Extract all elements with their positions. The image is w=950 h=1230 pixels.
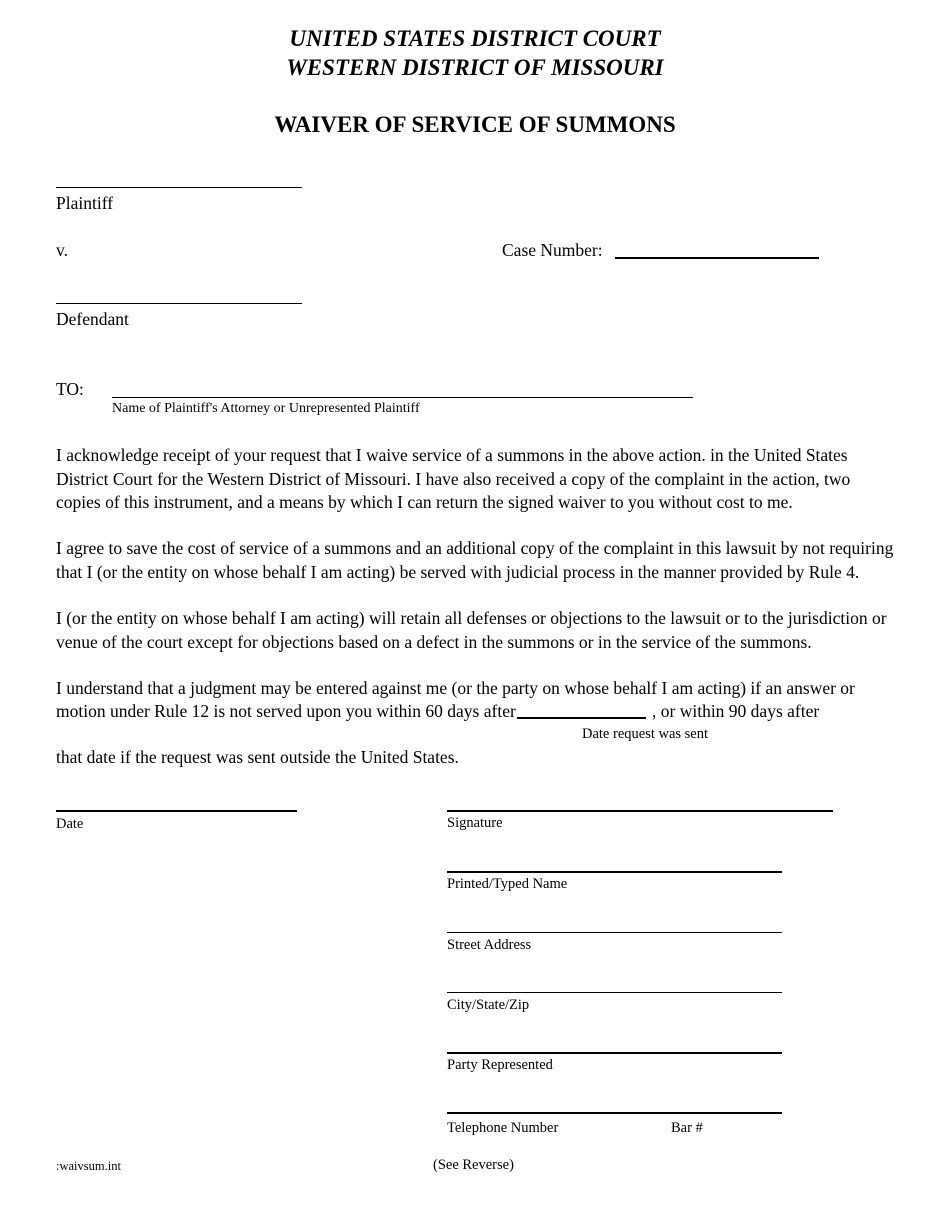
date-field[interactable] [56,810,297,812]
bar-number-label: Bar # [671,1120,703,1136]
printed-name-label: Printed/Typed Name [447,876,568,892]
document-title: WAIVER OF SERVICE OF SUMMONS [274,112,676,137]
date-label: Date [56,816,84,832]
paragraph-judgment-line1: I understand that a judgment may be entered against me (or the party on whose behalf I am acting) if an answer or [56,678,855,698]
telephone-label: Telephone Number [447,1120,559,1136]
party-represented-label: Party Represented [447,1057,553,1073]
city-state-zip-field[interactable] [447,992,782,993]
attorney-name-field[interactable] [112,397,693,398]
signature-field[interactable] [447,810,833,812]
case-number-label: Case Number: [502,240,603,260]
paragraph-judgment-line2a: motion under Rule 12 is not served upon you within 60 days after [56,701,516,721]
city-state-zip-label: City/State/Zip [447,997,530,1013]
footer-filename: :waivsum.int [56,1159,121,1173]
paragraph-agree [56,537,896,584]
date-request-sent-field[interactable] [517,717,646,719]
paragraph-acknowledge-text: I acknowledge receipt of your request that I waive service of a summons in the above action. in the United States District Court for the Western District of Missouri. I have also received a copy of the complaint in the action, two copies of this instrument, and a means by which I can return the signed waiver to you without cost to me. [56,445,851,512]
plaintiff-label: Plaintiff [56,193,114,213]
printed-name-field[interactable] [447,871,782,873]
date-request-sent-label: Date request was sent [582,726,709,742]
see-reverse-note: (See Reverse) [433,1157,514,1173]
case-number-field[interactable] [615,257,819,259]
paragraph-judgment-line3: that date if the request was sent outside the United States. [56,747,459,767]
defendant-field[interactable] [56,303,302,304]
paragraph-acknowledge [56,444,896,515]
paragraph-retain-text: I (or the entity on whose behalf I am acting) will retain all defenses or objections to the lawsuit or to the jurisdiction or venue of the court except for objections based on a defect in the summons or in the service of the summons. [56,608,887,652]
street-address-field[interactable] [447,932,782,933]
plaintiff-field[interactable] [56,187,302,188]
paragraph-retain [56,607,896,654]
versus-text: v. [56,240,68,260]
telephone-field[interactable] [447,1112,782,1114]
party-represented-field[interactable] [447,1052,782,1054]
court-name-line1: UNITED STATES DISTRICT COURT [289,26,661,51]
paragraph-judgment-line2b: , or within 90 days after [652,701,820,721]
defendant-label: Defendant [56,309,129,329]
court-name-line2: WESTERN DISTRICT OF MISSOURI [286,55,664,80]
signature-label: Signature [447,815,503,831]
to-label: TO: [56,379,84,399]
attorney-name-sublabel: Name of Plaintiff's Attorney or Unrepresented Plaintiff [112,401,420,416]
street-address-label: Street Address [447,937,532,953]
paragraph-agree-text: I agree to save the cost of service of a summons and an additional copy of the complaint in this lawsuit by not requiring that I (or the entity on whose behalf I am acting) be served with judicial process in the manner provided by Rule 4. [56,538,894,582]
